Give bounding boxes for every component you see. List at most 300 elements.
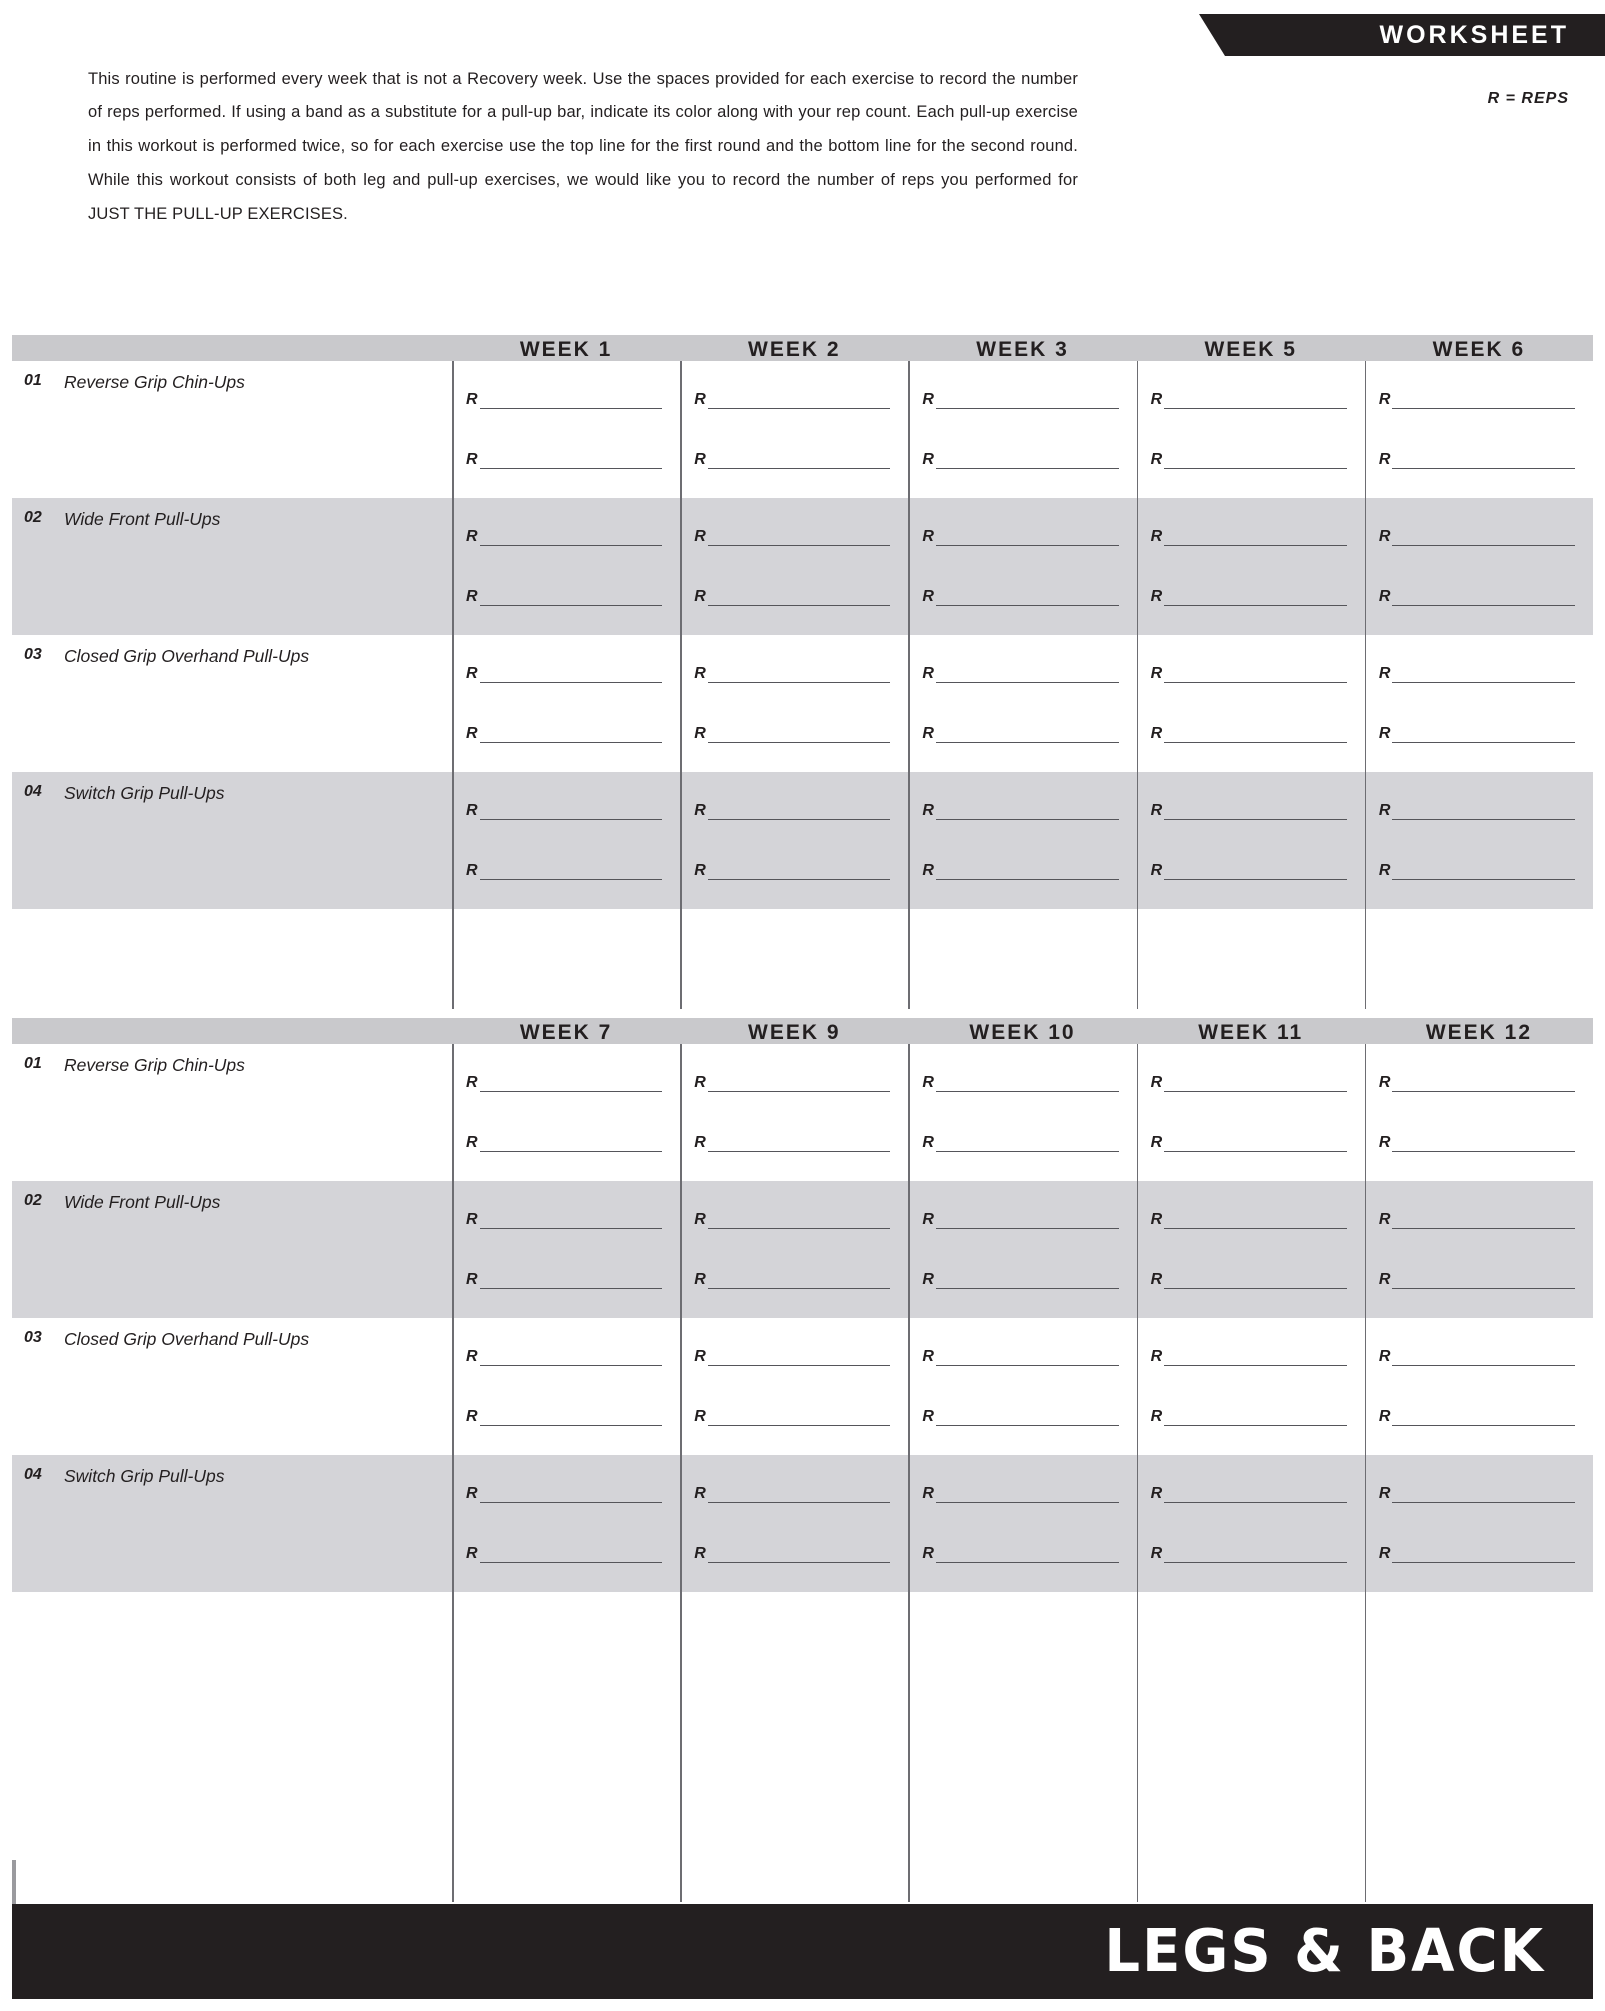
week-entry-cell [1137, 772, 1365, 909]
rep-entry-line[interactable] [922, 451, 1118, 469]
rep-write-in-blank[interactable] [1164, 729, 1347, 743]
rep-marker: R [694, 1347, 706, 1365]
rep-marker: R [466, 527, 478, 545]
week-entry-cell [1365, 1455, 1593, 1592]
exercise-row [12, 1181, 1593, 1318]
rep-write-in-blank[interactable] [708, 592, 891, 606]
rep-marker: R [922, 1270, 934, 1288]
rep-entry-line[interactable] [1151, 1485, 1347, 1503]
rep-write-in-blank[interactable] [1164, 1275, 1347, 1289]
week-column-header: WEEK 10 [969, 1021, 1076, 1044]
rep-marker: R [694, 1407, 706, 1425]
rep-write-in-blank[interactable] [708, 395, 891, 409]
rep-write-in-blank[interactable] [708, 806, 891, 820]
rep-write-in-blank[interactable] [480, 1138, 663, 1152]
rep-entry-line[interactable] [694, 802, 890, 820]
workout-footer-bar [12, 1904, 1593, 1999]
rep-entry-line[interactable] [922, 391, 1118, 409]
rep-entry-line[interactable] [466, 1485, 662, 1503]
rep-entry-line[interactable] [1151, 725, 1347, 743]
rep-marker: R [466, 1073, 478, 1091]
rep-entry-line[interactable] [1379, 1074, 1575, 1092]
rep-entry-line[interactable] [1151, 1134, 1347, 1152]
rep-write-in-blank[interactable] [936, 1275, 1119, 1289]
week-entry-cell [1365, 1181, 1593, 1318]
rep-entry-line[interactable] [466, 1134, 662, 1152]
exercise-number: 04 [24, 1466, 42, 1483]
rep-entry-line[interactable] [1151, 451, 1347, 469]
rep-entry-line[interactable] [466, 862, 662, 880]
rep-write-in-blank[interactable] [708, 1549, 891, 1563]
week-header-row [12, 1018, 1593, 1044]
week-column-header: WEEK 11 [1198, 1021, 1304, 1044]
exercise-label [12, 1044, 452, 1181]
rep-marker: R [1378, 1073, 1391, 1091]
rep-entry-line[interactable] [922, 1271, 1118, 1289]
rep-entry-line[interactable] [922, 802, 1118, 820]
exercise-label [12, 635, 452, 772]
rep-entry-line[interactable] [694, 1271, 890, 1289]
rep-write-in-blank[interactable] [936, 532, 1119, 546]
week-entry-cell [680, 361, 908, 498]
rep-entry-line[interactable] [922, 528, 1118, 546]
rep-entry-line[interactable] [466, 802, 662, 820]
rep-entry-line[interactable] [694, 862, 890, 880]
rep-marker: R [694, 1270, 706, 1288]
rep-marker: R [1150, 1073, 1163, 1091]
week-entry-cell [1365, 772, 1593, 909]
rep-entry-line[interactable] [694, 451, 890, 469]
rep-write-in-blank[interactable] [480, 1215, 663, 1229]
week-entry-cell [1137, 361, 1365, 498]
rep-entry-line[interactable] [1151, 802, 1347, 820]
rep-entry-line[interactable] [694, 1485, 890, 1503]
rep-write-in-blank[interactable] [708, 532, 891, 546]
rep-marker: R [1150, 1210, 1163, 1228]
rep-write-in-blank[interactable] [1392, 532, 1575, 546]
rep-write-in-blank[interactable] [1392, 669, 1575, 683]
rep-marker: R [922, 664, 934, 682]
rep-marker: R [1378, 587, 1391, 605]
rep-write-in-blank[interactable] [708, 1275, 891, 1289]
exercise-name: Closed Grip Overhand Pull-Ups [64, 646, 310, 666]
rep-entry-line[interactable] [1151, 1408, 1347, 1426]
rep-entry-line[interactable] [1379, 665, 1575, 683]
rep-entry-line[interactable] [1151, 1545, 1347, 1563]
rep-marker: R [466, 1210, 478, 1228]
rep-entry-line[interactable] [1151, 1211, 1347, 1229]
rep-marker: R [922, 1544, 934, 1562]
week-column-header: WEEK 9 [748, 1021, 841, 1044]
week-entry-cell [1137, 1044, 1365, 1181]
rep-entry-line[interactable] [922, 1545, 1118, 1563]
rep-entry-line[interactable] [922, 1485, 1118, 1503]
rep-marker: R [694, 861, 706, 879]
rep-entry-line[interactable] [694, 1545, 890, 1563]
rep-write-in-blank[interactable] [1392, 1352, 1575, 1366]
rep-marker: R [694, 390, 706, 408]
page-edge-mark [12, 1860, 16, 1904]
week-entry-cell [452, 1318, 680, 1455]
exercise-name: Closed Grip Overhand Pull-Ups [64, 1329, 310, 1349]
rep-entry-line[interactable] [466, 1074, 662, 1092]
rep-entry-line[interactable] [1379, 862, 1575, 880]
exercise-label [12, 498, 452, 635]
rep-entry-line[interactable] [466, 451, 662, 469]
rep-entry-line[interactable] [1379, 802, 1575, 820]
rep-entry-line[interactable] [1379, 588, 1575, 606]
rep-marker: R [694, 527, 706, 545]
week-entry-cell [680, 1044, 908, 1181]
rep-entry-line[interactable] [1151, 665, 1347, 683]
rep-write-in-blank[interactable] [1392, 1489, 1575, 1503]
rep-marker: R [1378, 1270, 1391, 1288]
rep-marker: R [922, 861, 934, 879]
rep-write-in-blank[interactable] [708, 1215, 891, 1229]
rep-marker: R [694, 1484, 706, 1502]
rep-write-in-blank[interactable] [1164, 1489, 1347, 1503]
rep-marker: R [1150, 724, 1163, 742]
rep-entry-line[interactable] [694, 1408, 890, 1426]
rep-entry-line[interactable] [466, 391, 662, 409]
rep-write-in-blank[interactable] [480, 669, 663, 683]
rep-write-in-blank[interactable] [1164, 455, 1347, 469]
rep-marker: R [1150, 527, 1163, 545]
rep-entry-line[interactable] [694, 1074, 890, 1092]
rep-write-in-blank[interactable] [480, 395, 663, 409]
rep-write-in-blank[interactable] [1164, 395, 1347, 409]
rep-entry-line[interactable] [922, 588, 1118, 606]
week-entry-cell [908, 1044, 1136, 1181]
rep-write-in-blank[interactable] [1164, 806, 1347, 820]
rep-entry-line[interactable] [1379, 1545, 1575, 1563]
exercise-name: Switch Grip Pull-Ups [64, 783, 225, 803]
rep-marker: R [1378, 527, 1391, 545]
week-entry-cell [1365, 1044, 1593, 1181]
rep-write-in-blank[interactable] [708, 669, 891, 683]
rep-marker: R [1378, 1210, 1391, 1228]
rep-write-in-blank[interactable] [1392, 1078, 1575, 1092]
week-entry-cell [452, 772, 680, 909]
rep-marker: R [1150, 1407, 1163, 1425]
rep-entry-line[interactable] [466, 1348, 662, 1366]
exercise-name: Reverse Grip Chin-Ups [64, 1055, 245, 1075]
rep-write-in-blank[interactable] [936, 455, 1119, 469]
week-entry-cell [680, 772, 908, 909]
rep-entry-line[interactable] [922, 665, 1118, 683]
rep-entry-line[interactable] [694, 391, 890, 409]
rep-write-in-blank[interactable] [1164, 1215, 1347, 1229]
exercise-row [12, 1044, 1593, 1181]
rep-marker: R [1150, 1484, 1163, 1502]
rep-write-in-blank[interactable] [708, 455, 891, 469]
rep-entry-line[interactable] [1151, 1271, 1347, 1289]
rep-marker: R [922, 1073, 934, 1091]
rep-entry-line[interactable] [466, 1271, 662, 1289]
rep-write-in-blank[interactable] [936, 1412, 1119, 1426]
exercise-label [12, 1318, 452, 1455]
rep-write-in-blank[interactable] [1164, 532, 1347, 546]
rep-write-in-blank[interactable] [1164, 1412, 1347, 1426]
rep-marker: R [466, 801, 478, 819]
week-entry-cell [908, 772, 1136, 909]
rep-write-in-blank[interactable] [708, 1489, 891, 1503]
rep-write-in-blank[interactable] [936, 592, 1119, 606]
rep-write-in-blank[interactable] [1392, 592, 1575, 606]
rep-write-in-blank[interactable] [708, 1138, 891, 1152]
week-entry-cell [1365, 361, 1593, 498]
rep-marker: R [466, 1133, 478, 1151]
rep-entry-line[interactable] [694, 588, 890, 606]
week-column-header: WEEK 2 [748, 338, 841, 361]
exercise-name: Wide Front Pull-Ups [64, 509, 221, 529]
week-column-header: WEEK 6 [1432, 338, 1526, 361]
rep-entry-line[interactable] [466, 1408, 662, 1426]
rep-entry-line[interactable] [1379, 1348, 1575, 1366]
rep-write-in-blank[interactable] [480, 866, 663, 880]
week-column-header: WEEK 7 [519, 1021, 613, 1044]
worksheet-table-top [12, 335, 1593, 1009]
week-entry-cell [1365, 635, 1593, 772]
exercise-row [12, 361, 1593, 498]
rep-write-in-blank[interactable] [480, 1275, 663, 1289]
week-entry-cell [908, 635, 1136, 772]
rep-write-in-blank[interactable] [1164, 866, 1347, 880]
week-entry-cell [1365, 1318, 1593, 1455]
rep-write-in-blank[interactable] [480, 1549, 663, 1563]
rep-entry-line[interactable] [922, 1211, 1118, 1229]
rep-write-in-blank[interactable] [708, 1352, 891, 1366]
rep-write-in-blank[interactable] [936, 1215, 1119, 1229]
rep-write-in-blank[interactable] [480, 592, 663, 606]
rep-entry-line[interactable] [1151, 588, 1347, 606]
rep-write-in-blank[interactable] [936, 1549, 1119, 1563]
rep-entry-line[interactable] [694, 665, 890, 683]
rep-write-in-blank[interactable] [480, 1078, 663, 1092]
rep-write-in-blank[interactable] [936, 1352, 1119, 1366]
rep-entry-line[interactable] [694, 1211, 890, 1229]
rep-write-in-blank[interactable] [936, 1078, 1119, 1092]
rep-marker: R [466, 1270, 478, 1288]
rep-entry-line[interactable] [922, 725, 1118, 743]
rep-entry-line[interactable] [1379, 1485, 1575, 1503]
rep-entry-line[interactable] [922, 1408, 1118, 1426]
week-entry-cell [1137, 1318, 1365, 1455]
week-entry-cell [680, 635, 908, 772]
rep-marker: R [1378, 1347, 1391, 1365]
rep-marker: R [694, 801, 706, 819]
rep-entry-line[interactable] [466, 1545, 662, 1563]
rep-write-in-blank[interactable] [1164, 1549, 1347, 1563]
table-tail-space [12, 1592, 1593, 1902]
rep-write-in-blank[interactable] [1392, 1138, 1575, 1152]
week-entry-cell [680, 498, 908, 635]
rep-entry-line[interactable] [1379, 1134, 1575, 1152]
rep-entry-line[interactable] [922, 1348, 1118, 1366]
rep-write-in-blank[interactable] [1392, 1412, 1575, 1426]
week-entry-cell [680, 1181, 908, 1318]
rep-entry-line[interactable] [466, 665, 662, 683]
exercise-name: Wide Front Pull-Ups [64, 1192, 221, 1212]
rep-write-in-blank[interactable] [936, 806, 1119, 820]
rep-write-in-blank[interactable] [936, 1489, 1119, 1503]
week-header-row [12, 335, 1593, 361]
rep-write-in-blank[interactable] [1392, 866, 1575, 880]
exercise-name: Switch Grip Pull-Ups [64, 1466, 225, 1486]
workout-title: LEGS & BACK [1104, 1917, 1545, 1986]
reps-legend: R = REPS [1487, 90, 1569, 107]
rep-marker: R [1378, 1544, 1391, 1562]
rep-marker: R [922, 801, 934, 819]
rep-write-in-blank[interactable] [1392, 729, 1575, 743]
week-entry-cell [452, 1044, 680, 1181]
rep-marker: R [1150, 1347, 1163, 1365]
week-entry-cell [908, 1318, 1136, 1455]
exercise-number: 03 [24, 646, 42, 663]
week-entry-cell [1137, 498, 1365, 635]
rep-marker: R [466, 664, 478, 682]
week-entry-cell [680, 1455, 908, 1592]
rep-entry-line[interactable] [1379, 391, 1575, 409]
exercise-row [12, 1455, 1593, 1592]
rep-write-in-blank[interactable] [1164, 1078, 1347, 1092]
rep-write-in-blank[interactable] [708, 729, 891, 743]
week-entry-cell [452, 635, 680, 772]
rep-entry-line[interactable] [694, 1134, 890, 1152]
rep-write-in-blank[interactable] [1392, 1275, 1575, 1289]
rep-write-in-blank[interactable] [1392, 455, 1575, 469]
exercise-row [12, 635, 1593, 772]
exercise-row [12, 498, 1593, 635]
week-entry-cell [1137, 635, 1365, 772]
rep-entry-line[interactable] [694, 1348, 890, 1366]
rep-entry-line[interactable] [922, 1074, 1118, 1092]
rep-write-in-blank[interactable] [1164, 669, 1347, 683]
rep-write-in-blank[interactable] [480, 729, 663, 743]
rep-marker: R [694, 724, 706, 742]
rep-write-in-blank[interactable] [480, 1352, 663, 1366]
rep-marker: R [694, 1133, 706, 1151]
rep-marker: R [1378, 801, 1391, 819]
rep-write-in-blank[interactable] [936, 395, 1119, 409]
rep-marker: R [1150, 587, 1163, 605]
rep-marker: R [694, 450, 706, 468]
rep-marker: R [466, 724, 478, 742]
rep-marker: R [922, 527, 934, 545]
rep-marker: R [1378, 861, 1391, 879]
table-tail-space [12, 909, 1593, 1009]
rep-write-in-blank[interactable] [480, 532, 663, 546]
rep-entry-line[interactable] [466, 588, 662, 606]
rep-write-in-blank[interactable] [936, 729, 1119, 743]
worksheet-grid-body [12, 361, 1593, 1009]
rep-marker: R [466, 1484, 478, 1502]
exercise-number: 02 [24, 509, 42, 526]
rep-write-in-blank[interactable] [1164, 1352, 1347, 1366]
week-column-header: WEEK 5 [1204, 338, 1297, 361]
rep-write-in-blank[interactable] [936, 669, 1119, 683]
rep-write-in-blank[interactable] [936, 866, 1119, 880]
rep-marker: R [922, 587, 934, 605]
exercise-number: 01 [24, 1055, 42, 1072]
exercise-number: 02 [24, 1192, 42, 1209]
worksheet-grid-body [12, 1044, 1593, 1902]
rep-entry-line[interactable] [1151, 528, 1347, 546]
rep-marker: R [1378, 1407, 1391, 1425]
rep-entry-line[interactable] [694, 528, 890, 546]
exercise-label [12, 1455, 452, 1592]
exercise-label [12, 361, 452, 498]
worksheet-header-bar [1225, 14, 1605, 56]
week-entry-cell [1365, 498, 1593, 635]
rep-entry-line[interactable] [922, 862, 1118, 880]
week-entry-cell [908, 498, 1136, 635]
rep-write-in-blank[interactable] [1392, 395, 1575, 409]
rep-entry-line[interactable] [694, 725, 890, 743]
rep-entry-line[interactable] [466, 725, 662, 743]
rep-entry-line[interactable] [1151, 1348, 1347, 1366]
rep-write-in-blank[interactable] [936, 1138, 1119, 1152]
rep-write-in-blank[interactable] [708, 866, 891, 880]
rep-write-in-blank[interactable] [1164, 1138, 1347, 1152]
rep-write-in-blank[interactable] [480, 1489, 663, 1503]
rep-marker: R [466, 450, 478, 468]
week-entry-cell [1137, 1181, 1365, 1318]
week-column-header: WEEK 1 [519, 338, 613, 361]
rep-marker: R [466, 390, 478, 408]
rep-entry-line[interactable] [1379, 1211, 1575, 1229]
week-column-header: WEEK 12 [1425, 1021, 1533, 1044]
week-entry-cell [452, 1455, 680, 1592]
rep-entry-line[interactable] [1379, 451, 1575, 469]
rep-entry-line[interactable] [1151, 391, 1347, 409]
rep-marker: R [922, 724, 934, 742]
rep-entry-line[interactable] [1379, 528, 1575, 546]
rep-write-in-blank[interactable] [1392, 806, 1575, 820]
rep-entry-line[interactable] [1151, 862, 1347, 880]
rep-write-in-blank[interactable] [1392, 1215, 1575, 1229]
rep-write-in-blank[interactable] [480, 455, 663, 469]
week-entry-cell [452, 498, 680, 635]
rep-write-in-blank[interactable] [480, 1412, 663, 1426]
rep-marker: R [1378, 1484, 1391, 1502]
rep-marker: R [1150, 450, 1163, 468]
rep-entry-line[interactable] [466, 1211, 662, 1229]
rep-marker: R [1378, 1133, 1391, 1151]
rep-marker: R [694, 1073, 706, 1091]
week-entry-cell [908, 361, 1136, 498]
rep-write-in-blank[interactable] [1392, 1549, 1575, 1563]
worksheet-table-bottom [12, 1018, 1593, 1902]
rep-marker: R [1150, 801, 1163, 819]
rep-entry-line[interactable] [1379, 1271, 1575, 1289]
rep-marker: R [922, 1133, 934, 1151]
rep-marker: R [466, 1347, 478, 1365]
rep-write-in-blank[interactable] [480, 806, 663, 820]
rep-marker: R [1150, 1544, 1163, 1562]
rep-entry-line[interactable] [466, 528, 662, 546]
rep-marker: R [694, 587, 706, 605]
rep-write-in-blank[interactable] [708, 1412, 891, 1426]
rep-entry-line[interactable] [922, 1134, 1118, 1152]
rep-write-in-blank[interactable] [708, 1078, 891, 1092]
rep-entry-line[interactable] [1379, 1408, 1575, 1426]
rep-entry-line[interactable] [1379, 725, 1575, 743]
week-entry-cell [908, 1181, 1136, 1318]
rep-entry-line[interactable] [1151, 1074, 1347, 1092]
rep-write-in-blank[interactable] [1164, 592, 1347, 606]
rep-marker: R [1378, 664, 1391, 682]
